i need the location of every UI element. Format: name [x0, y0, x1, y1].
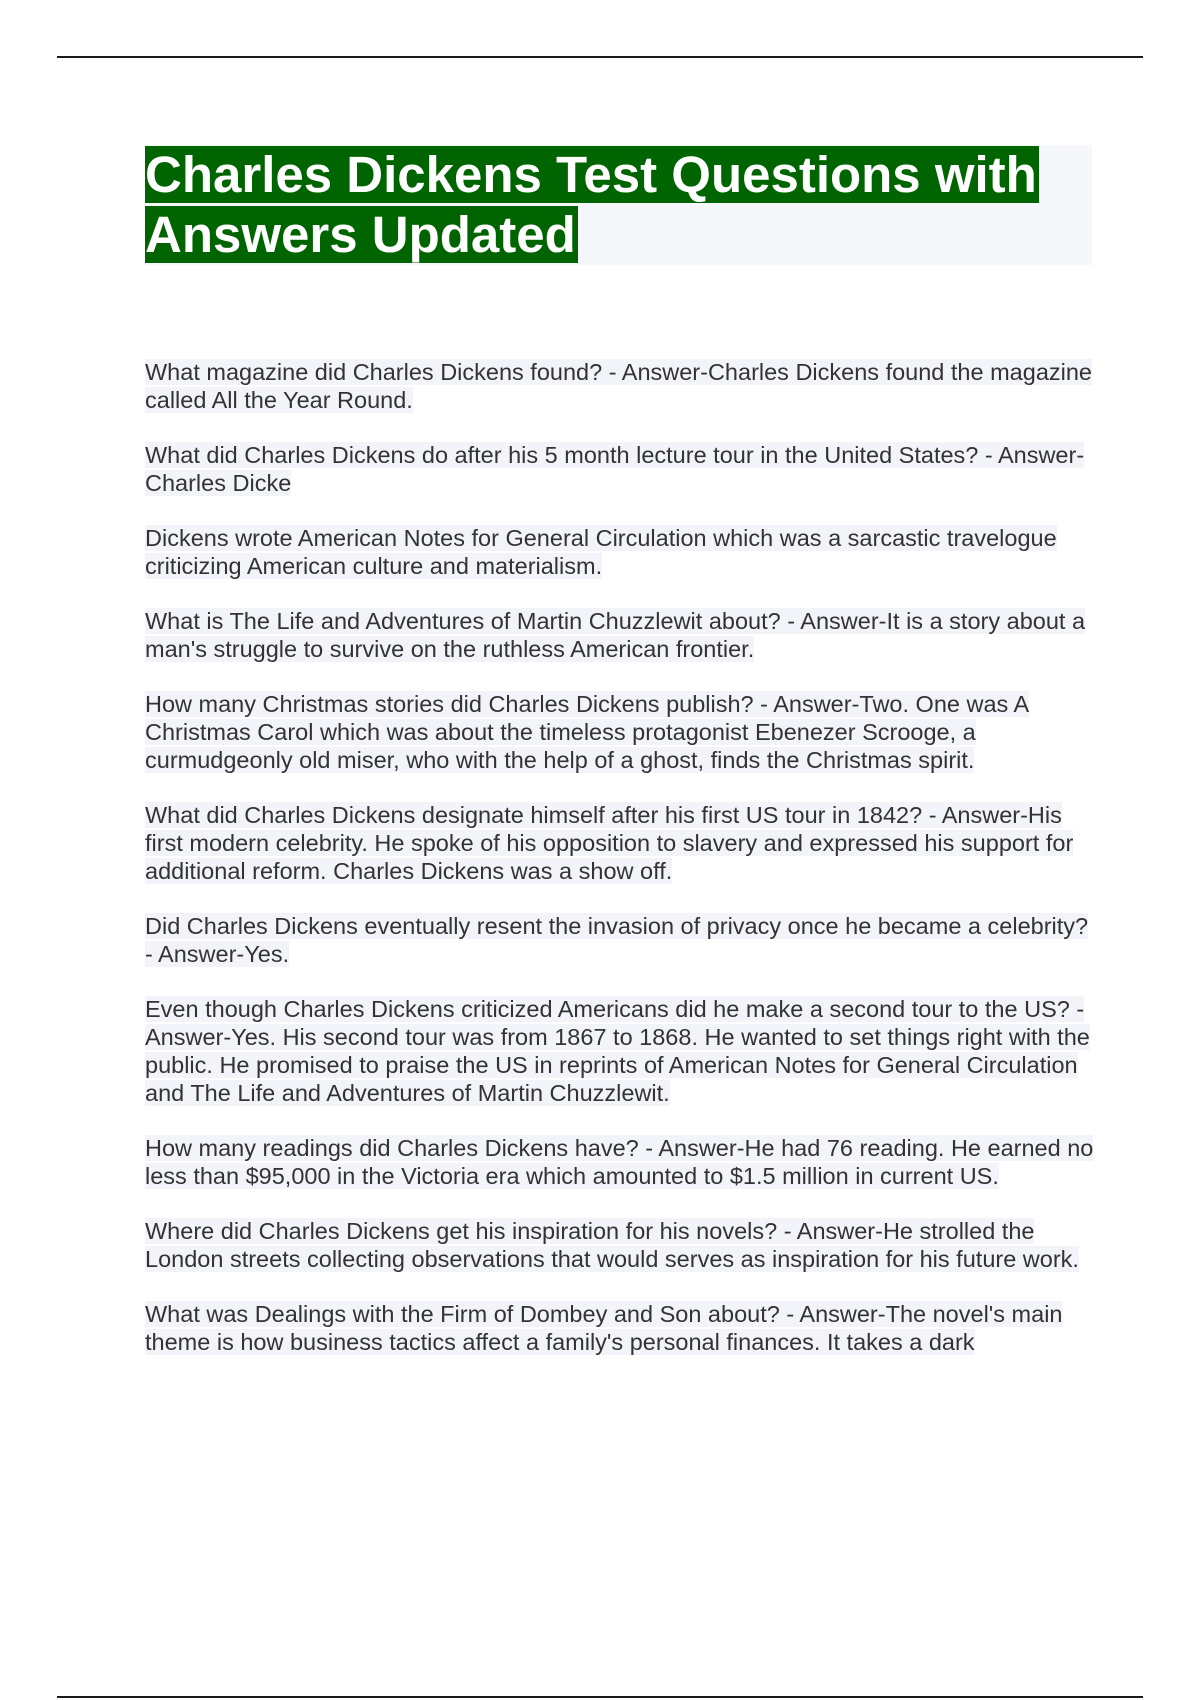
qa-text: Where did Charles Dickens get his inspiration for his novels? - Answer-He strolled the London streets collecting observations that would serves as inspiration for his future work.: [145, 1218, 1079, 1272]
document-title: [145, 145, 1092, 265]
qa-item-8: [145, 995, 1095, 1107]
qa-text: What did Charles Dickens do after his 5 month lecture tour in the United States? - Answer-Charles Dicke: [145, 442, 1085, 496]
qa-text: Did Charles Dickens eventually resent the invasion of privacy once he became a celebrity? - Answer-Yes.: [145, 913, 1089, 967]
qa-text: Even though Charles Dickens criticized Americans did he make a second tour to the US? - Answer-Yes. His second tour was from 1867 to 1868. He wanted to set things right with the public. He promised to praise the US in reprints of American Notes for General Circulation and The Life and Adventures of Martin Chuzzlewit.: [145, 996, 1090, 1106]
bottom-rule: [57, 1696, 1143, 1698]
qa-list: [145, 358, 1095, 1383]
document-title-text: Charles Dickens Test Questions with Answers Updated: [145, 146, 1037, 263]
qa-item-7: [145, 912, 1095, 968]
qa-text: How many readings did Charles Dickens have? - Answer-He had 76 reading. He earned no less than $95,000 in the Victoria era which amounted to $1.5 million in current US.: [145, 1135, 1094, 1189]
qa-item-5: [145, 690, 1095, 774]
qa-text: What did Charles Dickens designate himself after his first US tour in 1842? - Answer-His first modern celebrity. He spoke of his opposition to slavery and expressed his support for additional reform. Charles Dickens was a show off.: [145, 802, 1074, 884]
qa-text: What is The Life and Adventures of Martin Chuzzlewit about? - Answer-It is a story about a man's struggle to survive on the ruthless American frontier.: [145, 608, 1086, 662]
top-rule: [57, 56, 1143, 58]
qa-item-11: [145, 1300, 1095, 1356]
qa-text: What magazine did Charles Dickens found? - Answer-Charles Dickens found the magazine called All the Year Round.: [145, 359, 1092, 413]
qa-item-3: [145, 524, 1095, 580]
qa-text: What was Dealings with the Firm of Dombey and Son about? - Answer-The novel's main theme is how business tactics affect a family's personal finances. It takes a dark: [145, 1301, 1063, 1355]
qa-item-6: [145, 801, 1095, 885]
qa-item-1: [145, 358, 1095, 414]
qa-text: Dickens wrote American Notes for General Circulation which was a sarcastic travelogue criticizing American culture and materialism.: [145, 525, 1057, 579]
qa-text: How many Christmas stories did Charles Dickens publish? - Answer-Two. One was A Christmas Carol which was about the timeless protagonist Ebenezer Scrooge, a curmudgeonly old miser, who with the help of a ghost, finds the Christmas spirit.: [145, 691, 1030, 773]
qa-item-4: [145, 607, 1095, 663]
qa-item-9: [145, 1134, 1095, 1190]
qa-item-10: [145, 1217, 1095, 1273]
qa-item-2: [145, 441, 1095, 497]
title-block: [145, 145, 1092, 265]
